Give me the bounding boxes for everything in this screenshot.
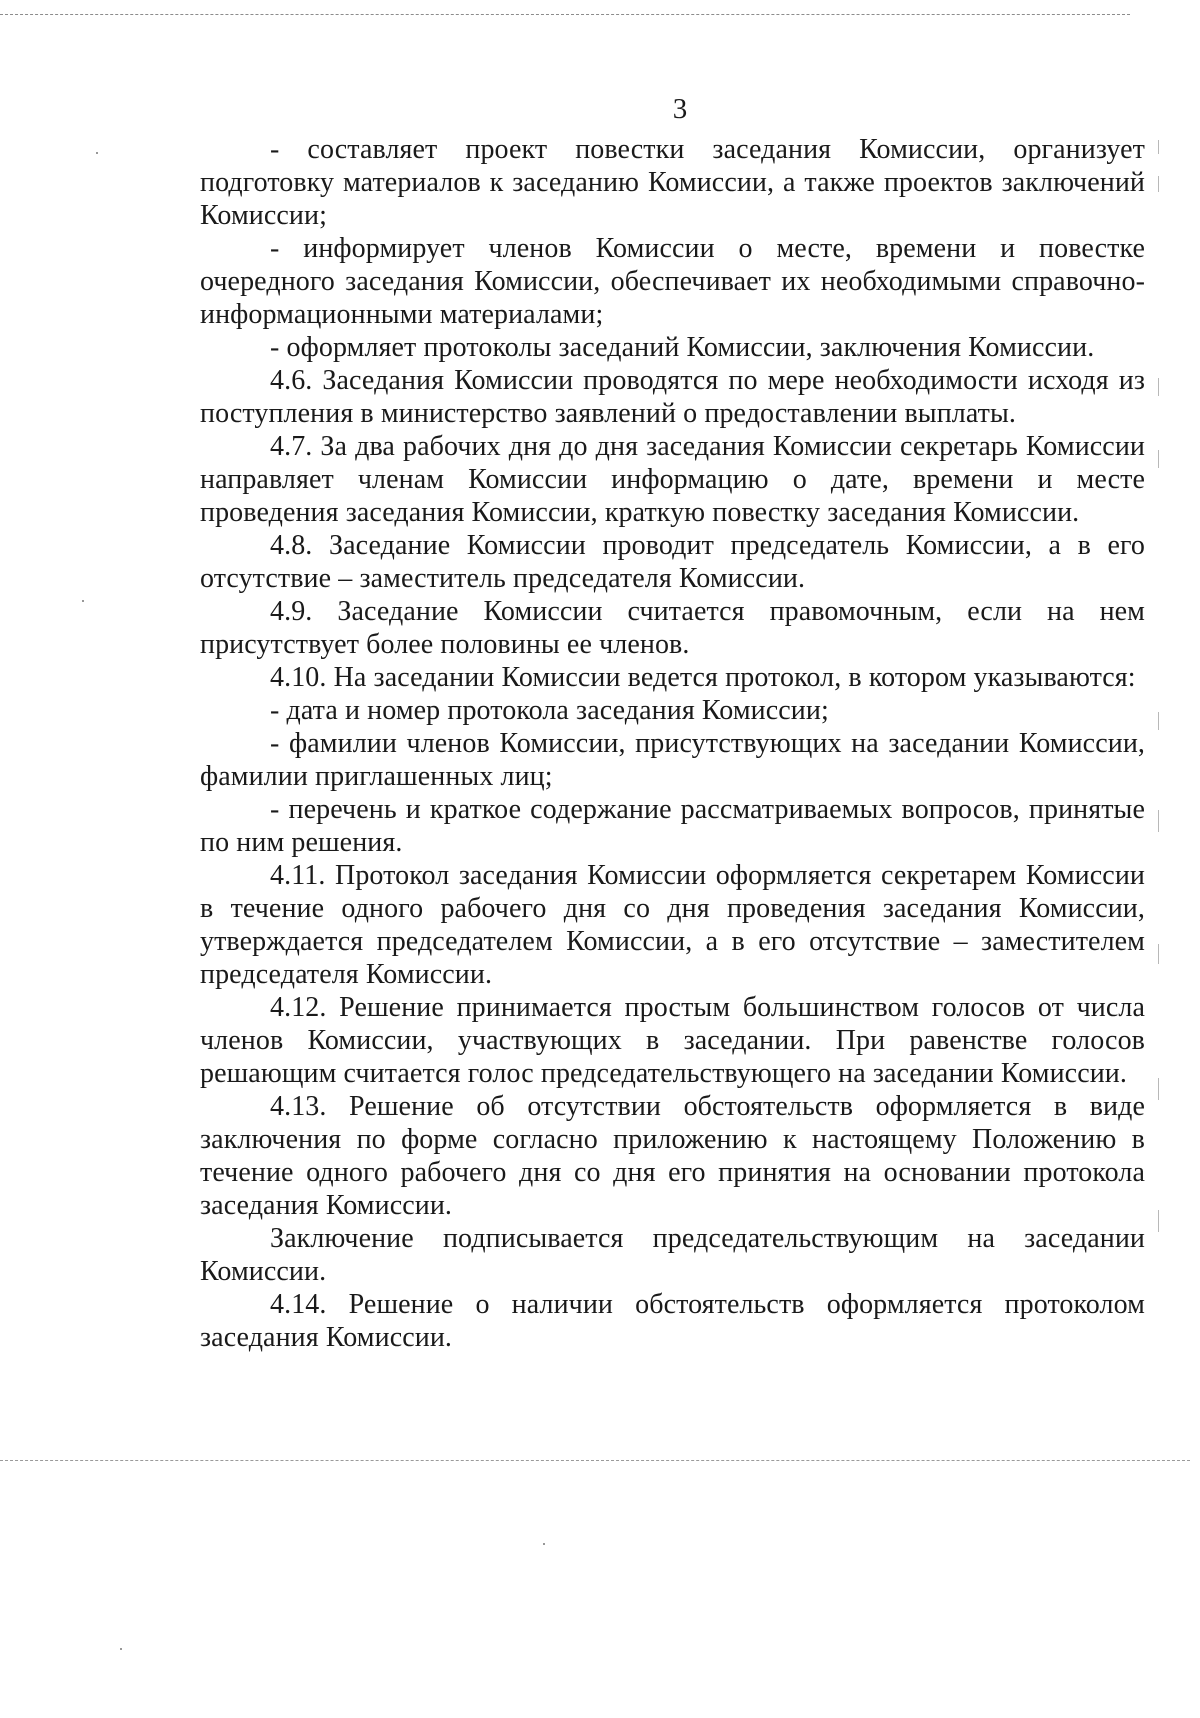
scan-speck xyxy=(96,152,98,154)
scan-margin-mark xyxy=(1158,1210,1159,1232)
paragraph: - перечень и краткое содержание рассматриваемых вопросов, принятые по ним решения. xyxy=(200,794,1145,858)
scan-speck xyxy=(82,600,84,602)
paragraph: - составляет проект повестки заседания Комиссии, организует подготовку материалов к заседанию Комиссии, а также проектов заключений Комиссии; xyxy=(200,134,1145,231)
paragraph: 4.10. На заседании Комиссии ведется протокол, в котором указываются: xyxy=(270,662,1136,693)
paragraph: 4.7. За два рабочих дня до дня заседания Комиссии секретарь Комиссии направляет членам Комиссии информацию о дате, времени и месте проведения заседания Комиссии, краткую повестку заседания Комиссии. xyxy=(200,431,1145,528)
paragraph: - информирует членов Комиссии о месте, времени и повестке очередного заседания Комиссии, обеспечивает их необходимыми справочно-информационными материалами; xyxy=(200,233,1145,330)
paragraph: 4.13. Решение об отсутствии обстоятельств оформляется в виде заключения по форме согласно приложению к настоящему Положению в течение одного рабочего дня со дня его принятия на основании протокола заседания Комиссии. xyxy=(200,1091,1145,1221)
paragraph: - дата и номер протокола заседания Комиссии; xyxy=(270,695,829,726)
scan-margin-mark xyxy=(1158,712,1159,730)
paragraph: 4.14. Решение о наличии обстоятельств оформляется протоколом заседания Комиссии. xyxy=(200,1289,1145,1353)
scan-margin-mark xyxy=(1158,944,1159,964)
scan-margin-mark xyxy=(1158,810,1159,832)
scan-margin-mark xyxy=(1158,176,1159,192)
paragraph: 4.11. Протокол заседания Комиссии оформляется секретарем Комиссии в течение одного рабочего дня со дня проведения заседания Комиссии, утверждается председателем Комиссии, а в его отсутствие – заместителем председателя Комиссии. xyxy=(200,860,1145,990)
scan-edge-top xyxy=(0,14,1130,15)
paragraph: 4.8. Заседание Комиссии проводит председатель Комиссии, а в его отсутствие – заместитель председателя Комиссии. xyxy=(200,530,1145,594)
paragraph: 4.6. Заседания Комиссии проводятся по мере необходимости исходя из поступления в министерство заявлений о предоставлении выплаты. xyxy=(200,365,1145,429)
scan-margin-mark xyxy=(1158,1078,1159,1100)
scan-fold-line xyxy=(0,1460,1190,1461)
scan-speck xyxy=(543,1543,545,1545)
paragraph: 4.9. Заседание Комиссии считается правомочным, если на нем присутствует более половины ее членов. xyxy=(200,596,1145,660)
paragraph: 4.12. Решение принимается простым большинством голосов от числа членов Комиссии, участвующих в заседании. При равенстве голосов решающим считается голос председательствующего на заседании Комиссии. xyxy=(200,992,1145,1089)
paragraph: - оформляет протоколы заседаний Комиссии, заключения Комиссии. xyxy=(270,332,1095,363)
paragraph: Заключение подписывается председательствующим на заседании Комиссии. xyxy=(200,1223,1145,1287)
scan-speck xyxy=(120,1648,122,1650)
scan-margin-mark xyxy=(1158,450,1159,468)
scan-margin-mark xyxy=(1158,140,1159,154)
document-body xyxy=(200,133,1145,1354)
page-number: 3 xyxy=(672,93,688,125)
paragraph: - фамилии членов Комиссии, присутствующих на заседании Комиссии, фамилии приглашенных лиц; xyxy=(200,728,1145,792)
scan-margin-mark xyxy=(1158,378,1159,396)
